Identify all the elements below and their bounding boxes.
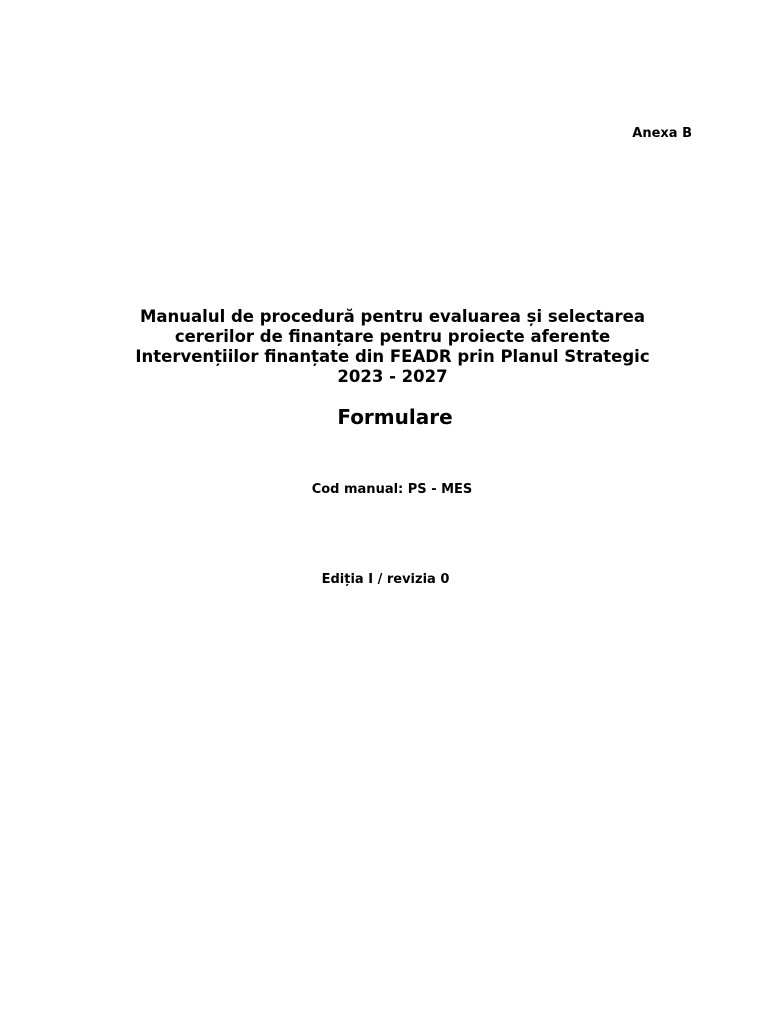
title-line-2: cererilor de finanțare pentru proiecte aferente: [174, 327, 611, 346]
document-title: [0, 307, 770, 387]
edition-label: Ediția I / revizia 0: [321, 572, 450, 587]
title-line-3: Intervențiilor finanțate din FEADR prin Planul Strategic: [135, 347, 650, 366]
manual-code: Cod manual: PS - MES: [311, 482, 473, 497]
annex-label: Anexa B: [632, 126, 692, 141]
title-line-1: Manualul de procedură pentru evaluarea și selectarea: [140, 307, 645, 326]
title-line-4: 2023 - 2027: [337, 367, 448, 386]
document-subtitle: Formulare: [337, 405, 453, 429]
